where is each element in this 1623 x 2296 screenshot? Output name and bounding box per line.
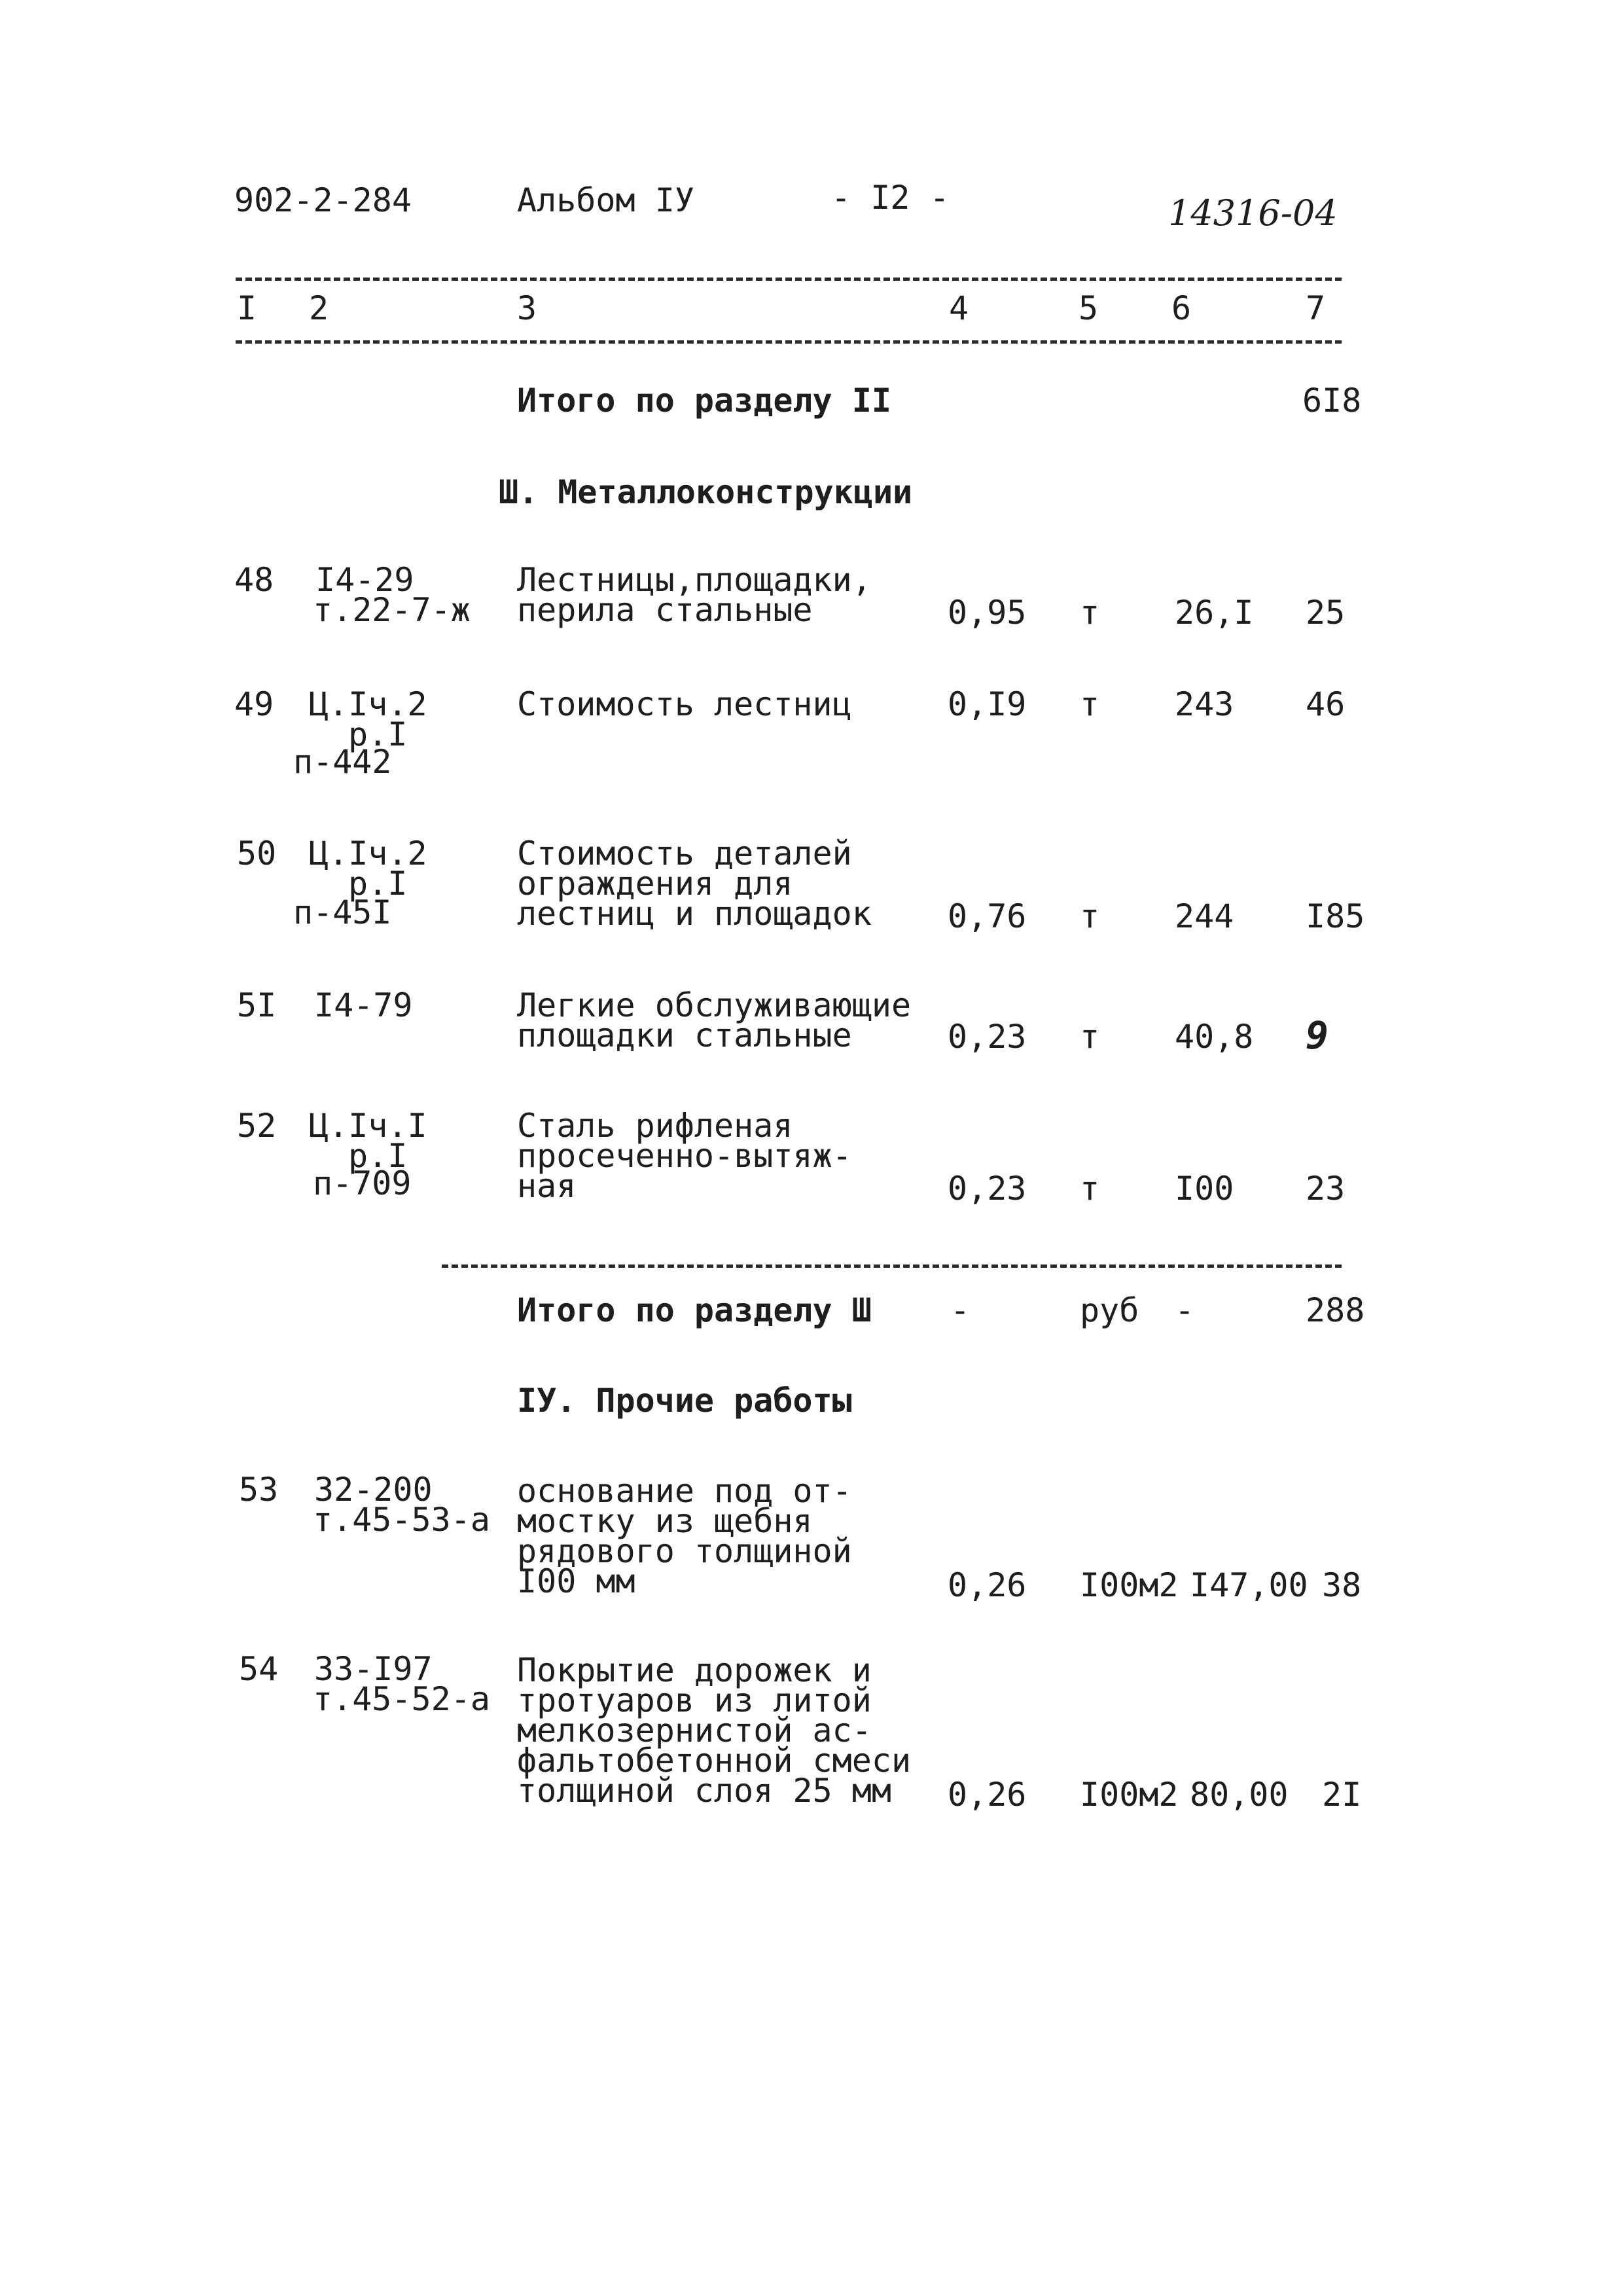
row-description: Лестницы,площадки, [517,561,872,599]
row-description: фальтобетонной смеси [517,1742,912,1780]
row-quantity: 0,76 [948,897,1027,935]
row-total: 2I [1322,1776,1362,1814]
row-quantity: 0,95 [948,594,1027,632]
row-number: 48 [234,561,274,599]
row-code: 32-200 [314,1471,433,1509]
row-quantity: 0,23 [948,1170,1027,1208]
row-description: Стоимость деталей [517,834,852,872]
header-top-rule [236,278,1342,281]
row-description: рядового толщиной [517,1532,852,1570]
row-price: I00 [1175,1170,1234,1208]
row-description: основание под от- [517,1472,852,1510]
row-code: п-709 [313,1164,412,1202]
handwritten-inventory-number: 14316-04 [1168,192,1338,234]
row-quantity: 0,23 [948,1018,1027,1056]
row-description: площадки стальные [517,1016,852,1054]
row-code: р.I [348,715,408,753]
subtotal-3-qty: - [950,1291,971,1329]
row-description: просеченно-вытяж- [517,1137,852,1175]
row-code: р.I [348,1137,408,1175]
header-bottom-rule [236,340,1342,344]
row-description: тротуаров из литой [517,1681,872,1719]
row-number: 49 [234,685,274,723]
row-description: ограждения для [517,865,793,903]
row-code: т.45-52-а [313,1680,490,1718]
col-header-6: 6 [1171,289,1192,327]
row-number: 5I [237,986,277,1024]
row-quantity: 0,26 [948,1566,1027,1604]
row-code: т.45-53-а [313,1501,490,1539]
row-code: 33-I97 [314,1650,433,1688]
row-description: мостку из щебня [517,1502,813,1540]
subtotal-2-total: 6I8 [1302,382,1362,420]
row-code: I4-29 [315,561,414,599]
row-price: 80,00 [1190,1776,1289,1814]
row-code: т.22-7-ж [313,591,471,629]
row-quantity: 0,26 [948,1776,1027,1814]
row-code: п-442 [293,743,392,781]
col-header-4: 4 [949,289,969,327]
col-header-5: 5 [1079,289,1099,327]
row-unit: т [1080,1018,1100,1056]
row-unit: т [1080,594,1100,632]
row-unit: I00м2 [1080,1566,1179,1604]
row-price: 243 [1175,685,1234,723]
row-description: Сталь рифленая [517,1107,793,1145]
row-total: I85 [1306,897,1365,935]
row-code: р.I [348,865,408,903]
subtotal-3-label: Итого по разделу Ш [517,1291,872,1329]
row-description: перила стальные [517,591,813,629]
col-header-3: 3 [517,289,537,327]
row-total: 38 [1322,1566,1362,1604]
row-number: 52 [237,1107,277,1145]
subtotal-3-price: - [1175,1291,1195,1329]
row-number: 53 [239,1471,279,1509]
row-unit: т [1080,897,1100,935]
row-code: Ц.Iч.2 [309,685,427,723]
row-number: 54 [239,1650,279,1688]
row-price: 26,I [1175,594,1254,632]
row-description: толщиной слоя 25 мм [517,1772,891,1810]
row-unit: т [1080,1170,1100,1208]
row-price: I47,00 [1190,1566,1308,1604]
row-price: 244 [1175,897,1234,935]
row-code: I4-79 [314,986,413,1024]
page-number: - I2 - [831,179,950,217]
row-total: 25 [1306,594,1346,632]
row-total: 9 [1306,1013,1329,1058]
col-header-7: 7 [1306,289,1326,327]
row-total: 23 [1306,1170,1346,1208]
row-description: ная [517,1167,577,1205]
row-code: п-45I [293,893,392,931]
row-quantity: 0,I9 [948,685,1027,723]
row-code: Ц.Iч.I [309,1107,427,1145]
row-description: I00 мм [517,1562,635,1600]
row-total: 46 [1306,685,1346,723]
row-description: мелкозернистой ас- [517,1712,872,1749]
row-number: 50 [237,834,277,872]
row-description: Стоимость лестниц [517,685,852,723]
row-description: Легкие обслуживающие [517,986,912,1024]
subtotal-divider [442,1265,1342,1268]
row-unit: т [1080,685,1100,723]
row-code: Ц.Iч.2 [309,834,427,872]
subtotal-3-total: 288 [1306,1291,1365,1329]
col-header-2: 2 [309,289,329,327]
col-header-1: I [237,289,257,327]
row-description: лестниц и площадок [517,895,872,933]
row-unit: I00м2 [1080,1776,1179,1814]
subtotal-3-unit: руб [1080,1291,1139,1329]
subtotal-2-label: Итого по разделу II [517,382,891,420]
row-description: Покрытие дорожек и [517,1651,872,1689]
row-price: 40,8 [1175,1018,1254,1056]
album-label: Альбом IУ [517,181,694,219]
section-3-title: Ш. Металлоконструкции [499,473,913,511]
document-code: 902-2-284 [234,181,412,219]
section-4-title: IУ. Прочие работы [517,1382,852,1420]
